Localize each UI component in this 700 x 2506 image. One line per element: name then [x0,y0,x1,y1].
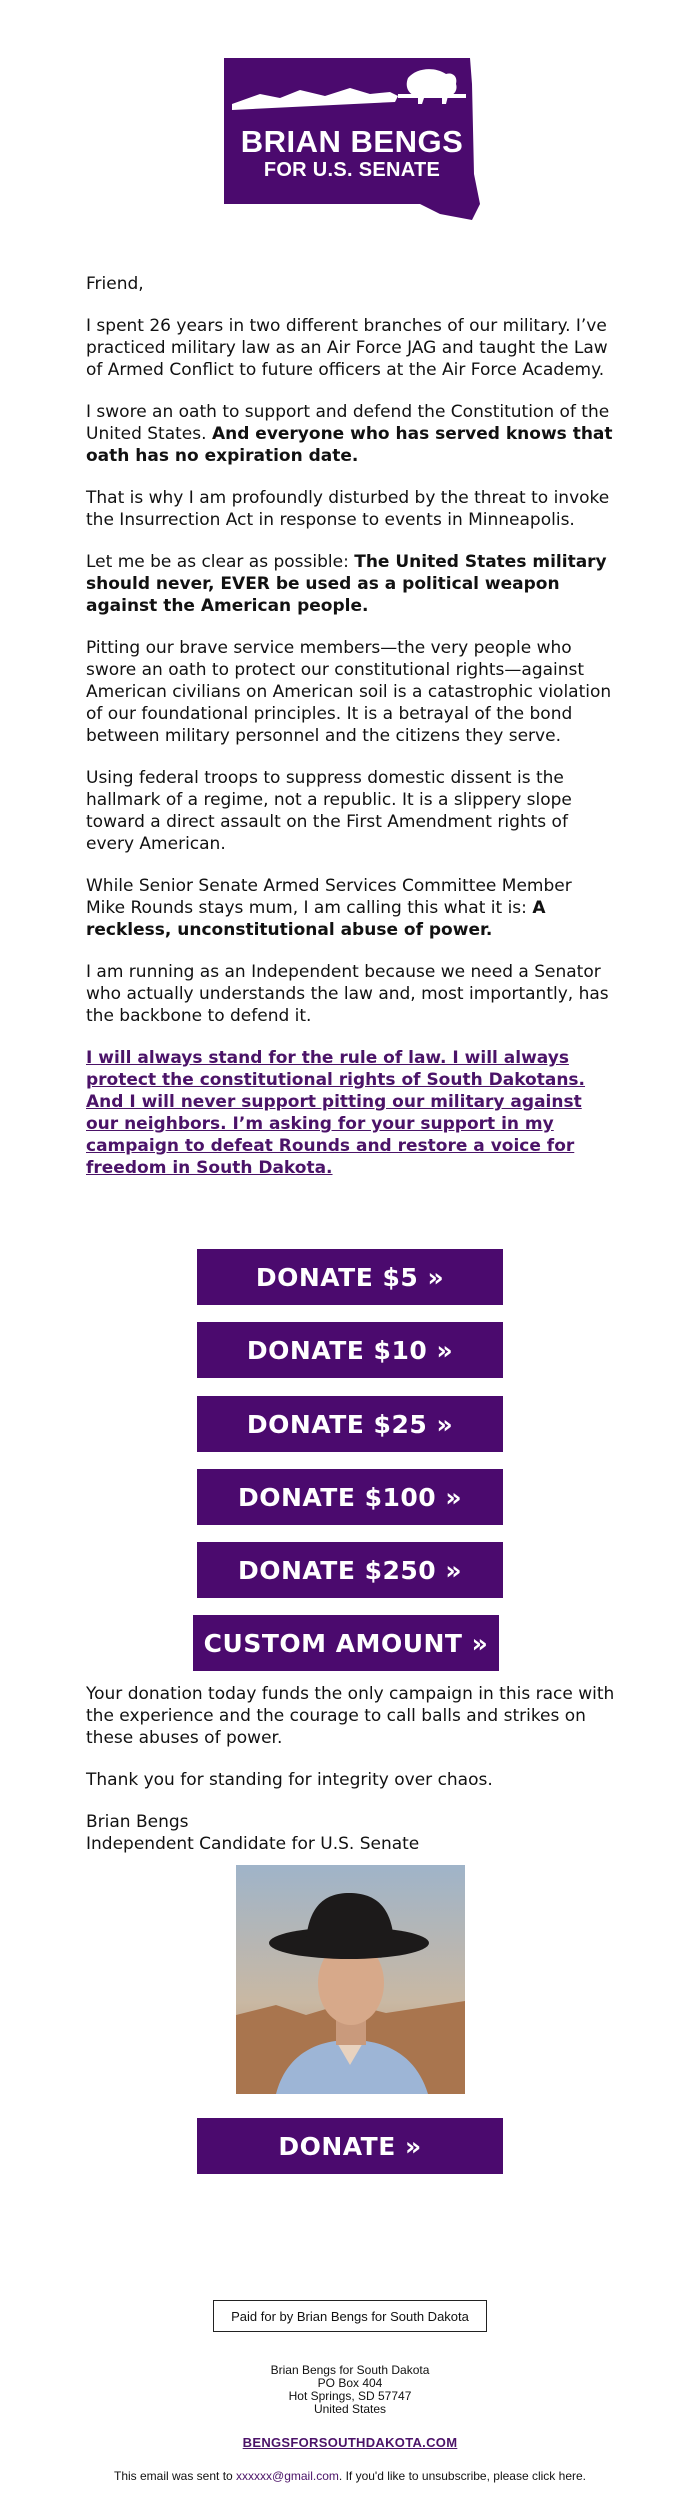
paragraph-4-text: Let me be as clear as possible: [86,552,355,572]
greeting: Friend, [86,274,144,294]
paragraph-6: Using federal troops to suppress domestic dissent is the hallmark of a regime, not a republic. It is a slippery slope toward a direct assault on the First Amendment rights of every American. [86,768,572,854]
mailing-address [0,2364,700,2416]
donate-25-button[interactable]: DONATE $25 » [197,1396,503,1452]
closing-section [86,1683,616,1855]
paragraph-7-bold: A reckless, unconstitutional abuse of power. [86,898,546,940]
paragraph-5: Pitting our brave service members—the very people who swore an oath to protect our constitutional rights—against American civilians on American soil is a catastrophic violation of our foundational principles. It is a betrayal of the bond between military personnel and the citizens they serve. [86,638,612,746]
paragraph-7-text: While Senior Senate Armed Services Committee Member Mike Rounds stays mum, I am calling this what it is: [86,876,572,918]
candidate-portrait-icon [236,1865,465,2094]
custom-amount-button[interactable]: CUSTOM AMOUNT » [193,1615,499,1671]
candidate-photo [236,1865,465,2094]
paragraph-4 [86,551,616,617]
closing-paragraph-2: Thank you for standing for integrity over chaos. [86,1770,493,1790]
paragraph-2 [86,401,616,467]
donate-5-button[interactable]: DONATE $5 » [197,1249,503,1305]
paragraph-7 [86,875,616,941]
paragraph-3: That is why I am profoundly disturbed by the threat to invoke the Insurrection Act in response to events in Minneapolis. [86,488,610,530]
paragraph-1: I spent 26 years in two different branches of our military. I’ve practiced military law as an Air Force JAG and taught the Law of Armed Conflict to future officers at the Air Force Academy. [86,316,608,380]
closing-paragraph-1: Your donation today funds the only campaign in this race with the experience and the courage to call balls and strikes on these abuses of power. [86,1684,615,1748]
address-line: PO Box 404 [317,2376,383,2390]
campaign-logo [220,54,484,224]
donate-button[interactable]: DONATE » [197,2118,503,2174]
paid-for-disclaimer: Paid for by Brian Bengs for South Dakota [213,2300,487,2332]
address-line: Brian Bengs for South Dakota [270,2363,430,2377]
logo-subtitle: FOR U.S. SENATE [263,159,441,181]
donate-10-button[interactable]: DONATE $10 » [197,1322,503,1378]
sent-to-prefix: This email was sent to [113,2469,237,2483]
paragraph-2-bold: And everyone who has served knows that oath has no expiration date. [86,424,613,466]
website-link[interactable]: BENGSFORSOUTHDAKOTA.COM [242,2435,458,2450]
paragraph-2-text: I swore an oath to support and defend the Constitution of the United States. [86,402,610,444]
unsubscribe-note [0,2469,700,2483]
letter-body [86,273,616,1199]
donate-100-button[interactable]: DONATE $100 » [197,1469,503,1525]
recipient-email[interactable]: xxxxxx@gmail.com [236,2469,339,2483]
donate-250-button[interactable]: DONATE $250 » [197,1542,503,1598]
paragraph-4-bold: The United States military should never, EVER be used as a political weapon against the American people. [86,552,607,616]
address-line: United States [313,2402,387,2416]
signature-title: Independent Candidate for U.S. Senate [86,1834,420,1854]
cta-link[interactable]: I will always stand for the rule of law. I will always protect the constitutional rights of South Dakotans. And I will never support pitting our military against our neighbors. I’m asking for your support in my campaign to defeat Rounds and restore a voice for freedom in South Dakota. [86,1048,586,1178]
paragraph-8: I am running as an Independent because we need a Senator who actually understands the law and, most importantly, has the backbone to defend it. [86,962,609,1026]
unsubscribe-text[interactable]: . If you'd like to unsubscribe, please click here. [338,2469,586,2483]
address-line: Hot Springs, SD 57747 [288,2389,412,2403]
signature-name: Brian Bengs [86,1812,189,1832]
logo-name: BRIAN BENGS [240,124,464,159]
